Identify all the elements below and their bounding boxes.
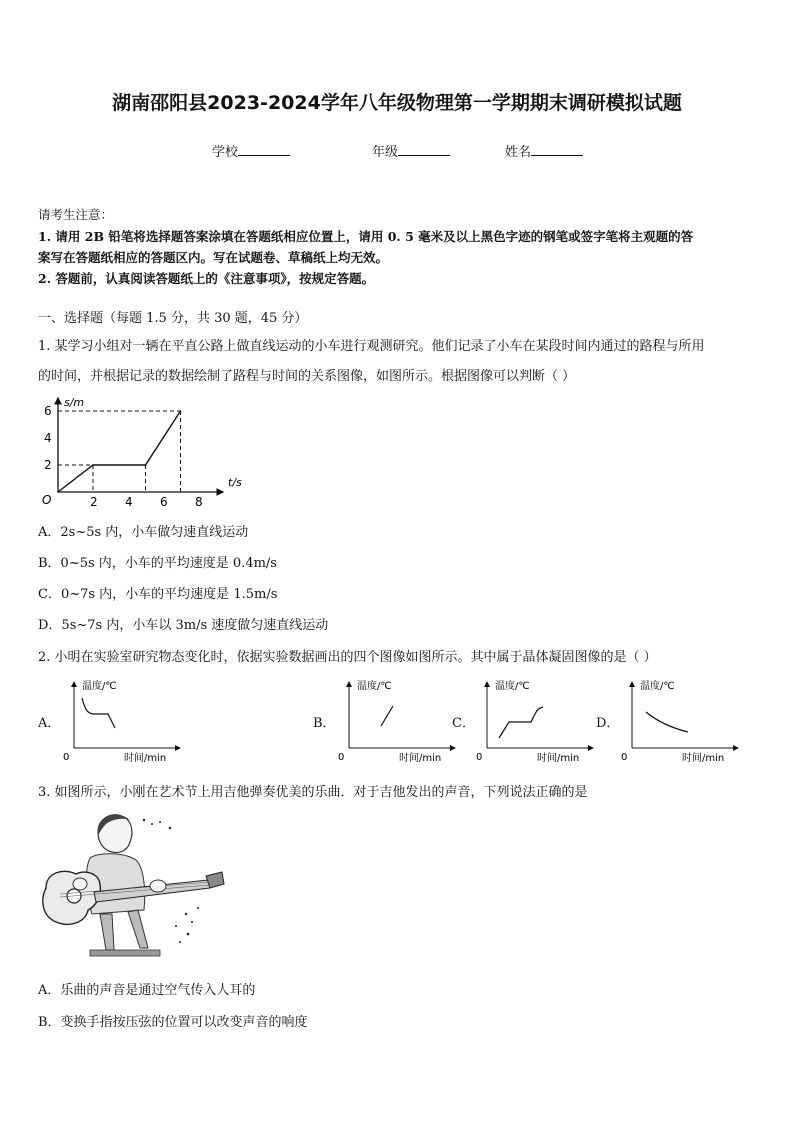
q2-option-d-label[interactable]: D． [596, 716, 620, 731]
graph-b-curve [381, 706, 393, 726]
page-title: 湖南邵阳县2023-2024学年八年级物理第一学期期末调研模拟试题 [112, 92, 682, 114]
x-tick-label: 6 [160, 495, 168, 509]
notice-item-2: 2. 答题前，认真阅读答题纸上的《注意事项》，按规定答题。 [38, 271, 375, 286]
graph-c-curve [499, 707, 543, 738]
q2-graph-c[interactable] [473, 676, 598, 766]
notice-item-1-line-2: 案写在答题纸相应的答题区内。写在试题卷、草稿纸上均无效。 [38, 250, 389, 265]
graph-c-xlabel: 时间/min [537, 753, 580, 764]
y-tick-label: 6 [44, 404, 52, 418]
school-field[interactable] [212, 141, 290, 160]
q1-option-c[interactable]: C．0~7s 内，小车的平均速度是 1.5m/s [38, 587, 278, 602]
graph-d-origin: 0 [621, 752, 628, 763]
graph-a-ylabel: 温度/℃ [82, 681, 117, 692]
data-point-0 [57, 491, 59, 493]
graph-a-origin: 0 [63, 752, 70, 763]
origin-label: O [42, 493, 52, 507]
x-tick-label: 2 [90, 495, 98, 509]
y-axis-label: s/m [64, 396, 85, 409]
school-label: 学校 [212, 145, 239, 160]
notice-heading: 请考生注意： [38, 207, 114, 222]
q3-option-b[interactable]: B．变换手指按压弦的位置可以改变声音的响度 [38, 1015, 308, 1030]
q3-option-a[interactable]: A．乐曲的声音是通过空气传入人耳的 [38, 983, 256, 998]
q1-text-line-1: 1. 某学习小组对一辆在平直公路上做直线运动的小车进行观测研究。他们记录了小车在某段时间内通过的路程与所用 [38, 339, 705, 354]
y-tick-label: 4 [44, 431, 52, 445]
q2-option-c-label[interactable]: C． [452, 716, 475, 731]
q2-option-b-label[interactable]: B． [313, 716, 336, 731]
q2-text: 2. 小明在实验室研究物态变化时，依据实验数据画出的四个图像如图所示。其中属于晶体凝固图像的是（ ） [38, 650, 657, 665]
q2-graph-a[interactable] [60, 676, 185, 766]
name-label: 姓名 [505, 145, 532, 160]
x-tick-label: 4 [125, 495, 133, 509]
q1-option-a[interactable]: A．2s~5s 内，小车做匀速直线运动 [38, 525, 249, 540]
graph-b-origin: 0 [338, 752, 345, 763]
graph-c-origin: 0 [476, 752, 483, 763]
data-point-1 [92, 464, 94, 466]
q3-text: 3. 如图所示，小刚在艺术节上用吉他弹奏优美的乐曲．对于吉他发出的声音，下列说法正确的是 [38, 785, 588, 800]
graph-b-ylabel: 温度/℃ [357, 681, 392, 692]
grade-label: 年级 [372, 145, 399, 160]
q2-graph-d[interactable] [618, 676, 743, 766]
name-field[interactable] [505, 141, 583, 160]
guitar-player-illustration [40, 810, 225, 962]
x-axis-label: t/s [228, 476, 242, 489]
data-point-3 [180, 410, 182, 412]
y-tick-label: 2 [44, 458, 52, 472]
q1-text-line-2: 的时间，并根据记录的数据绘制了路程与时间的关系图像，如图所示。根据图像可以判断（ ） [38, 369, 576, 384]
graph-d-xlabel: 时间/min [682, 753, 725, 764]
graph-d-curve [646, 712, 688, 732]
graph-a-curve [82, 698, 115, 728]
section-heading: 一、选择题（每题 1.5 分，共 30 题，45 分） [38, 311, 308, 326]
grade-field[interactable] [372, 141, 450, 160]
q2-graph-b[interactable] [335, 676, 460, 766]
q1-st-chart [38, 390, 258, 515]
q1-option-b[interactable]: B．0~5s 内，小车的平均速度是 0.4m/s [38, 556, 277, 571]
data-point-2 [145, 464, 147, 466]
graph-b-xlabel: 时间/min [399, 753, 442, 764]
graph-d-ylabel: 温度/℃ [640, 681, 675, 692]
q2-option-a-label[interactable]: A． [38, 716, 61, 731]
graph-a-xlabel: 时间/min [124, 753, 167, 764]
series-line-s-t [58, 411, 181, 492]
graph-c-ylabel: 温度/℃ [495, 681, 530, 692]
x-tick-label: 8 [195, 495, 203, 509]
notice-item-1-line-1: 1. 请用 2B 铅笔将选择题答案涂填在答题纸相应位置上，请用 0. 5 毫米及以上黑色字迹的钢笔或签字笔将主观题的答 [38, 229, 694, 244]
q1-option-d[interactable]: D．5s~7s 内，小车以 3m/s 速度做匀速直线运动 [38, 618, 329, 633]
